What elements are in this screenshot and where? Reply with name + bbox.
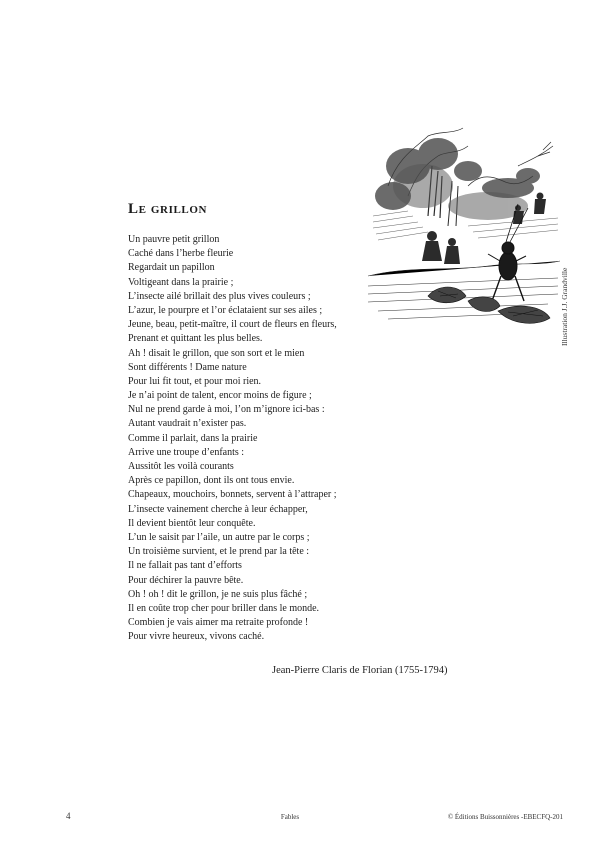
poem-line: Je n’ai point de talent, encor moins de figure ; xyxy=(128,390,312,402)
author-attribution: Jean-Pierre Claris de Florian (1755-1794) xyxy=(272,665,448,676)
poem-line: L’un le saisit par l’aile, un autre par le corps ; xyxy=(128,531,310,543)
poem-verses xyxy=(128,233,337,644)
poem-line: Pour déchirer la pauvre bête. xyxy=(128,574,244,586)
poem-line: Arrive une troupe d’enfants : xyxy=(128,446,245,458)
poem-line: Nul ne prend garde à moi, l’on m’ignore ici-bas : xyxy=(128,404,325,416)
engraving-illustration xyxy=(368,126,560,340)
poem-line: L’insecte vainement cherche à leur échapper, xyxy=(128,503,308,515)
poem-line: Ah ! disait le grillon, que son sort et le mien xyxy=(128,347,305,359)
poem-line: Caché dans l’herbe fleurie xyxy=(128,248,234,260)
poem-title: Le grillon xyxy=(128,201,208,217)
page-footer xyxy=(0,812,601,826)
illustration-credit-text: Illustration J.J. Grandville xyxy=(560,267,569,346)
poem-line: Jeune, beau, petit-maître, il court de fleurs en fleurs, xyxy=(128,319,337,331)
poem-line: Sont différents ! Dame nature xyxy=(128,361,247,373)
poem-line: Après ce papillon, dont ils ont tous envie. xyxy=(128,475,295,487)
poem-line: L’azur, le pourpre et l’or éclataient sur ses ailes ; xyxy=(128,304,323,316)
footer-publisher: © Éditions Buissonnières -EBECFQ-201 xyxy=(447,813,563,821)
poem-line: Comme il parlait, dans la prairie xyxy=(128,432,258,444)
poem-line: Combien je vais aimer ma retraite profonde ! xyxy=(128,617,309,629)
illustration-credit xyxy=(560,250,570,346)
poem-line: Il ne fallait pas tant d’efforts xyxy=(128,560,242,572)
poem-line: Chapeaux, mouchoirs, bonnets, servent à l’attraper ; xyxy=(128,489,337,501)
poem-line: Oh ! oh ! dit le grillon, je ne suis plus fâché ; xyxy=(128,588,308,600)
poem-line: Pour vivre heureux, vivons caché. xyxy=(128,631,265,643)
poem-line: L’insecte ailé brillait des plus vives couleurs ; xyxy=(128,290,311,302)
poem-line: Pour lui fit tout, et pour moi rien. xyxy=(128,375,262,387)
poem-line: Il en coûte trop cher pour briller dans le monde. xyxy=(128,602,320,614)
poem-line: Autant vaudrait n’exister pas. xyxy=(128,418,247,430)
poem-line: Il devient bientôt leur conquête. xyxy=(128,517,256,529)
poem-line: Un pauvre petit grillon xyxy=(128,234,220,245)
poem-line: Un troisième survient, et le prend par la tête : xyxy=(128,546,310,558)
poem-line: Aussitôt les voilà courants xyxy=(128,461,234,472)
footer-book-title: Fables xyxy=(280,813,300,821)
page-number: 4 xyxy=(66,811,71,821)
poem-line: Regardait un papillon xyxy=(128,262,215,274)
poem-line: Voltigeant dans la prairie ; xyxy=(128,276,234,288)
poem-line: Prenant et quittant les plus belles. xyxy=(128,333,263,345)
